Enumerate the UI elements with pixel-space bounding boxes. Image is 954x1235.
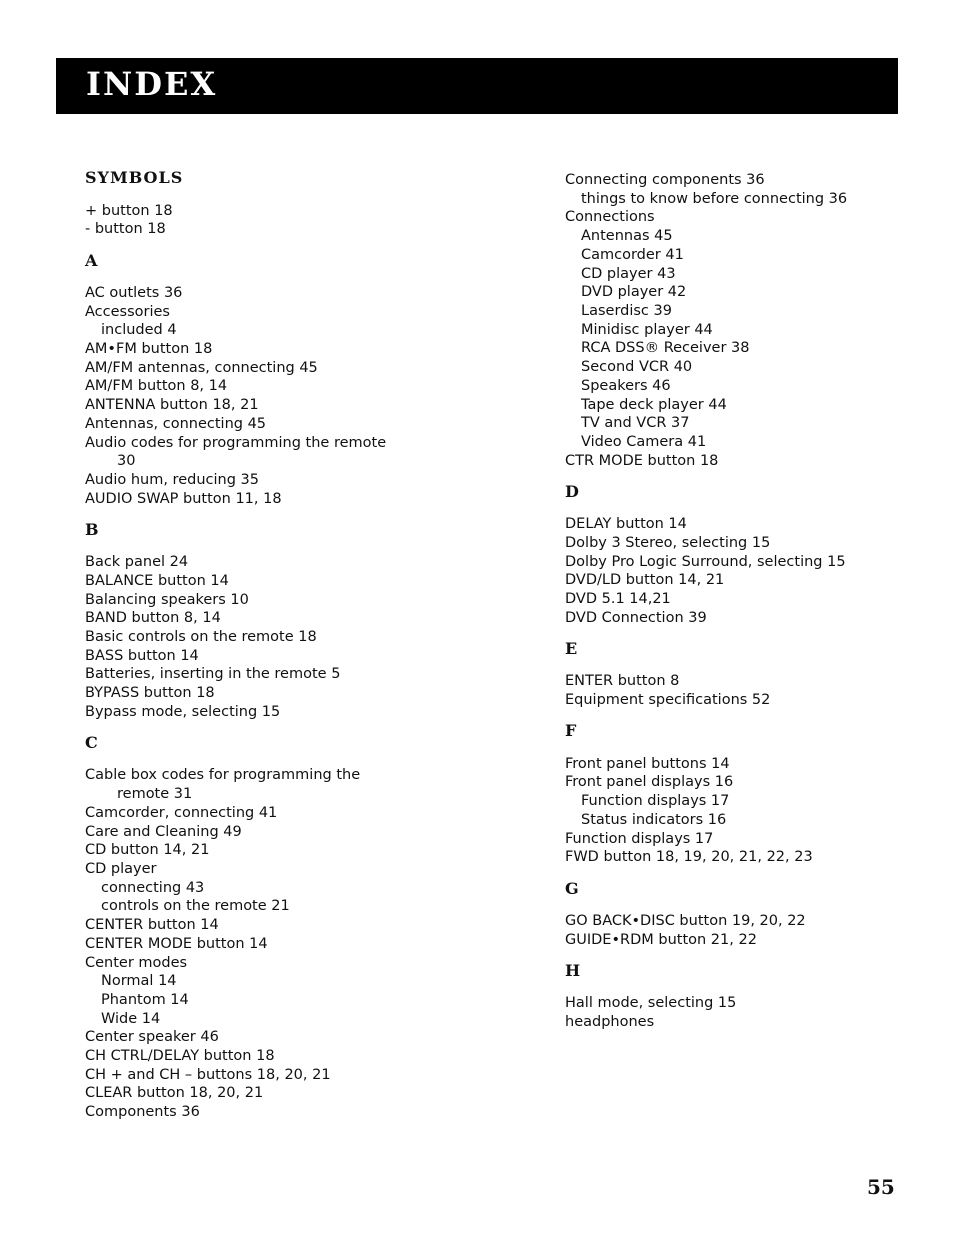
index-entry: DELAY button 14 xyxy=(565,516,687,532)
index-entry: Center modes xyxy=(85,955,188,971)
index-entry: Equipment specifications 52 xyxy=(565,692,771,708)
index-entry: CH CTRL/DELAY button 18 xyxy=(85,1048,275,1064)
section-heading-c: C xyxy=(85,733,99,752)
section-heading-f: F xyxy=(565,721,578,740)
index-entry: Function displays 17 xyxy=(565,831,714,847)
index-entry-continuation: remote 31 xyxy=(117,786,193,802)
index-entry: headphones xyxy=(565,1014,655,1030)
index-entry: CTR MODE button 18 xyxy=(565,453,719,469)
index-entry: AC outlets 36 xyxy=(85,285,183,301)
index-entry: Camcorder, connecting 41 xyxy=(85,805,278,821)
index-subentry: RCA DSS® Receiver 38 xyxy=(581,340,750,356)
index-entry: GO BACK•DISC button 19, 20, 22 xyxy=(565,913,806,929)
index-subentry: Wide 14 xyxy=(101,1011,161,1027)
index-entry: Dolby 3 Stereo, selecting 15 xyxy=(565,535,771,551)
index-entry: + button 18 xyxy=(85,203,173,219)
index-entry: Center speaker 46 xyxy=(85,1029,219,1045)
index-entry-continuation: 30 xyxy=(117,453,136,469)
index-subentry: Status indicators 16 xyxy=(581,812,727,828)
index-subentry: Minidisc player 44 xyxy=(581,322,713,338)
index-subentry: things to know before connecting 36 xyxy=(581,191,848,207)
page-title: INDEX xyxy=(86,65,218,103)
index-entry: Front panel displays 16 xyxy=(565,774,734,790)
index-entry: Connections xyxy=(565,209,655,225)
section-heading-a: A xyxy=(85,251,99,270)
index-entry: ANTENNA button 18, 21 xyxy=(85,397,259,413)
index-entry: BALANCE button 14 xyxy=(85,573,229,589)
index-entry: AM/FM button 8, 14 xyxy=(85,378,228,394)
index-entry: - button 18 xyxy=(85,221,166,237)
index-entry: AM•FM button 18 xyxy=(85,341,213,357)
section-heading-b: B xyxy=(85,520,100,539)
page-number: 55 xyxy=(867,1175,895,1199)
section-heading-symbols: SYMBOLS xyxy=(85,168,184,187)
index-entry: DVD/LD button 14, 21 xyxy=(565,572,725,588)
index-entry: CENTER button 14 xyxy=(85,917,219,933)
index-entry: BAND button 8, 14 xyxy=(85,610,221,626)
section-heading-e: E xyxy=(565,639,579,658)
index-entry: Care and Cleaning 49 xyxy=(85,824,242,840)
index-subentry: controls on the remote 21 xyxy=(101,898,290,914)
index-entry: GUIDE•RDM button 21, 22 xyxy=(565,932,757,948)
index-subentry: DVD player 42 xyxy=(581,284,687,300)
index-entry: Balancing speakers 10 xyxy=(85,592,249,608)
index-entry: Dolby Pro Logic Surround, selecting 15 xyxy=(565,554,846,570)
index-subentry: connecting 43 xyxy=(101,880,205,896)
index-subentry: Tape deck player 44 xyxy=(581,397,727,413)
index-entry: Audio codes for programming the remote xyxy=(85,435,387,451)
index-subentry: included 4 xyxy=(101,322,177,338)
index-entry: Accessories xyxy=(85,304,170,320)
index-banner xyxy=(56,58,898,114)
index-entry: Connecting components 36 xyxy=(565,172,765,188)
index-entry: CH + and CH – buttons 18, 20, 21 xyxy=(85,1067,331,1083)
index-entry: Front panel buttons 14 xyxy=(565,756,730,772)
index-entry: AM/FM antennas, connecting 45 xyxy=(85,360,318,376)
index-entry: Back panel 24 xyxy=(85,554,189,570)
index-entry: FWD button 18, 19, 20, 21, 22, 23 xyxy=(565,849,813,865)
index-entry: Audio hum, reducing 35 xyxy=(85,472,259,488)
section-heading-h: H xyxy=(565,961,582,980)
index-entry: CLEAR button 18, 20, 21 xyxy=(85,1085,264,1101)
index-entry: Basic controls on the remote 18 xyxy=(85,629,317,645)
index-entry: Antennas, connecting 45 xyxy=(85,416,267,432)
index-entry: CD button 14, 21 xyxy=(85,842,210,858)
index-entry: CENTER MODE button 14 xyxy=(85,936,268,952)
index-subentry: Camcorder 41 xyxy=(581,247,684,263)
index-subentry: Phantom 14 xyxy=(101,992,189,1008)
index-subentry: Video Camera 41 xyxy=(581,434,707,450)
index-subentry: Antennas 45 xyxy=(581,228,673,244)
index-entry: Bypass mode, selecting 15 xyxy=(85,704,281,720)
index-subentry: CD player 43 xyxy=(581,266,676,282)
index-subentry: Laserdisc 39 xyxy=(581,303,672,319)
index-entry: BYPASS button 18 xyxy=(85,685,215,701)
index-entry: ENTER button 8 xyxy=(565,673,680,689)
index-entry: Cable box codes for programming the xyxy=(85,767,361,783)
index-entry: Components 36 xyxy=(85,1104,200,1120)
index-entry: CD player xyxy=(85,861,157,877)
index-subentry: Normal 14 xyxy=(101,973,177,989)
index-subentry: Second VCR 40 xyxy=(581,359,693,375)
index-entry: DVD Connection 39 xyxy=(565,610,707,626)
index-subentry: TV and VCR 37 xyxy=(581,415,690,431)
index-entry: BASS button 14 xyxy=(85,648,199,664)
index-subentry: Speakers 46 xyxy=(581,378,671,394)
index-entry: DVD 5.1 14,21 xyxy=(565,591,671,607)
index-subentry: Function displays 17 xyxy=(581,793,730,809)
index-entry: AUDIO SWAP button 11, 18 xyxy=(85,491,282,507)
index-entry: Hall mode, selecting 15 xyxy=(565,995,737,1011)
section-heading-d: D xyxy=(565,482,580,501)
index-entry: Batteries, inserting in the remote 5 xyxy=(85,666,341,682)
section-heading-g: G xyxy=(565,879,580,898)
